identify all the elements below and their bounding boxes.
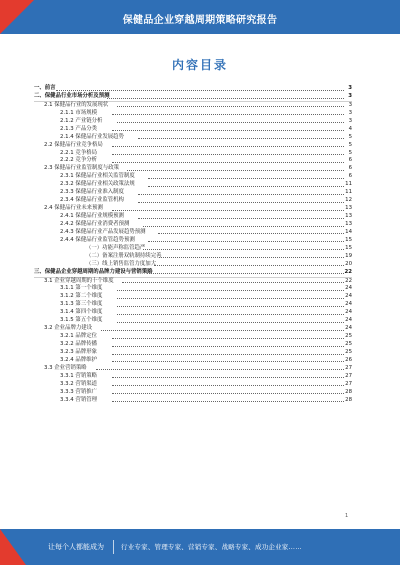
toc-entry[interactable] [34,237,352,245]
toc-entry-text: 3.1.4 第四个维度 [60,309,103,316]
toc-entry-page: 13 [345,205,352,212]
toc-entry[interactable] [34,110,352,118]
toc-entry[interactable] [34,93,352,102]
toc-entry-page: 3 [348,85,352,91]
toc-entry[interactable] [34,389,352,397]
toc-leader-dots [112,377,344,378]
toc-entry[interactable] [34,189,352,197]
toc-leader-dots [148,186,344,187]
toc-entry[interactable] [34,142,352,150]
toc-entry-text: 3.3.1 营销策略 [60,372,97,379]
toc-leader-dots [112,210,344,211]
toc-entry-page: 5 [348,141,352,148]
toc-entry-page: 24 [345,293,352,300]
header-banner [0,0,400,34]
toc-entry-page: 14 [345,228,352,235]
toc-entry[interactable] [34,221,352,229]
toc-entry-page: 24 [345,309,352,316]
toc-entry-page: 27 [345,372,352,379]
toc-entry-page: 19 [345,252,352,259]
toc-entry-page: 24 [345,317,352,324]
toc-title: 内容目录 [171,58,228,72]
toc-leader-dots [112,162,344,163]
toc-entry-page: 24 [345,325,352,332]
toc-entry[interactable] [34,397,352,405]
toc-entry-text: 二、保健品行业市场分析及预测 [34,92,110,99]
toc-entry-page: 5 [348,149,352,156]
toc-entry[interactable] [34,126,352,134]
footer-red-accent [0,529,26,565]
toc-entry[interactable] [34,253,352,261]
toc-entry-page: 24 [345,285,352,292]
toc-leader-dots [112,146,344,147]
toc-leader-dots [112,346,344,347]
toc-leader-dots [56,90,344,91]
toc-leader-dots [112,361,344,362]
toc-entry-page: 6 [348,165,352,172]
toc-leader-dots [117,122,344,123]
toc-entry-page: 3 [348,117,352,124]
toc-entry-text: 2.1.3 产品分类 [60,125,97,132]
toc-entry-text: 3.1.1 第一个维度 [60,285,103,292]
toc-entry-page: 15 [345,244,352,251]
toc-leader-dots [117,314,344,315]
toc-entry[interactable] [34,269,352,278]
toc-leader-dots [158,233,344,234]
toc-entry-text: 2.3.3 保健品行业准入制度 [60,189,124,196]
toc-entry-page: 22 [344,268,352,275]
toc-leader-dots [138,218,344,219]
toc-entry-text: 3.3.2 营销渠道 [60,380,97,387]
toc-entry-text: 3.3 企业营销策略 [44,364,87,371]
toc-entry-page: 27 [345,380,352,387]
toc-entry-text: （一）功能声称监管趋严 [86,244,146,251]
toc-leader-dots [138,194,344,195]
toc-entry-page: 13 [345,220,352,227]
toc-entry-text: 2.4 保健品行业未来预测 [44,205,103,212]
toc-entry-text: 3.1.5 第五个维度 [60,317,103,324]
toc-leader-dots [143,226,344,227]
toc-leader-dots [138,202,344,203]
toc-entry[interactable] [34,381,352,389]
toc-entry-page: 6 [348,173,352,180]
toc-leader-dots [117,106,344,107]
toc-entry-page: 5 [348,133,352,140]
toc-entry-page: 24 [345,301,352,308]
toc-entry-page: 11 [345,189,352,196]
toc-leader-dots [112,130,344,131]
toc-entry[interactable] [34,197,352,205]
toc-entry[interactable] [34,349,352,357]
toc-entry-text: 三、保健品企业穿越周期的品牌力建设与营销策略 [34,268,153,275]
toc-entry[interactable] [34,229,352,237]
toc-leader-dots [112,401,344,402]
toc-entry[interactable] [34,325,352,333]
toc-entry-page: 20 [345,260,352,267]
toc-entry-page: 12 [345,197,352,204]
toc-entry-page: 3 [348,101,352,108]
toc-entry-page: 3 [348,92,352,99]
table-of-contents [34,85,352,405]
toc-entry-text: 2.4.1 保健品行业规模预测 [60,213,124,219]
toc-entry-text: 2.2.1 竞争格局 [60,149,97,156]
toc-leader-dots [112,393,344,394]
toc-entry-text: 2.3.1 保健品行业相关监管制度 [60,173,135,180]
toc-entry-text: 3.2.1 品牌定位 [60,333,97,340]
toc-entry-page: 4 [348,125,352,132]
toc-leader-dots [127,170,344,171]
toc-leader-dots [143,249,344,250]
toc-leader-dots [117,322,344,323]
footer-slogan-right: 行业专家、管理专家、营销专家、战略专家、成功企业家…… [121,543,302,551]
footer-slogan-left: 让每个人都能成为 [48,543,104,551]
toc-entry-page: 25 [345,348,352,355]
toc-entry[interactable] [34,134,352,142]
footer-banner [0,529,400,565]
toc-leader-dots [147,273,344,274]
toc-entry-text: 2.3.4 保健品行业监管机构 [60,197,124,204]
toc-entry[interactable] [34,245,352,253]
toc-leader-dots [101,330,344,331]
toc-entry-page: 25 [345,341,352,347]
toc-leader-dots [96,369,344,370]
toc-entry[interactable] [34,205,352,213]
toc-entry[interactable] [34,317,352,325]
toc-leader-dots [117,298,344,299]
page-number: 1 [345,513,349,519]
toc-entry-page: 15 [345,236,352,243]
toc-entry-text: 2.4.2 保健品行业消费者预测 [60,220,130,227]
toc-entry-page: 3 [348,109,352,116]
toc-leader-dots [138,138,344,139]
toc-leader-dots [117,306,344,307]
toc-entry-page: 6 [348,157,352,164]
toc-entry[interactable] [34,365,352,373]
toc-entry[interactable] [34,85,352,93]
toc-entry-page: 26 [345,356,352,363]
toc-entry-text: 2.3 保健品行业监管制度与政策 [44,165,119,172]
toc-entry-text: 3.1 企业穿越周期的十个维度 [44,277,114,284]
toc-entry[interactable] [34,373,352,381]
toc-entry[interactable] [34,181,352,189]
toc-entry-text: 3.1.3 第三个维度 [60,301,103,308]
toc-entry-text: （三）线上销售监管力度加大 [86,260,157,267]
toc-entry-page: 25 [345,333,352,340]
toc-entry-text: 2.1.1 市场规模 [60,109,97,116]
footer-divider [113,540,114,554]
toc-entry[interactable] [34,213,352,221]
toc-entry-text: 2.4.4 保健品行业监管趋势预测 [60,236,135,243]
toc-entry-text: 2.1 保健品行业的发展现状 [44,101,109,108]
toc-entry-page: 28 [345,388,352,395]
toc-leader-dots [117,290,344,291]
toc-entry-text: 2.2 保健品行业竞争格局 [44,141,103,148]
toc-leader-dots [122,282,344,283]
toc-entry[interactable] [34,118,352,126]
toc-leader-dots [107,98,344,99]
report-title: 保健品企业穿越周期策略研究报告 [122,15,278,26]
toc-entry-text: 一、前言 [34,85,56,91]
toc-leader-dots [148,241,344,242]
toc-entry-page: 22 [345,277,352,284]
toc-entry[interactable] [34,341,352,349]
toc-entry[interactable] [34,309,352,317]
toc-leader-dots [148,178,344,179]
toc-leader-dots [112,385,344,386]
toc-leader-dots [112,338,344,339]
toc-entry-page: 13 [345,213,352,219]
toc-leader-dots [112,154,344,155]
toc-entry-text: 2.3.2 保健品行业相关政策法规 [60,181,135,188]
toc-entry[interactable] [34,333,352,341]
toc-entry-text: 3.3.4 营销管理 [60,396,97,403]
toc-leader-dots [112,114,344,115]
toc-entry-text: 2.4.3 保健品行业产品发展趋势预测 [60,228,146,235]
toc-entry-text: 3.3.3 营销推广 [60,388,97,395]
toc-entry-text: 3.2.3 品牌形象 [60,348,97,355]
toc-entry-text: （二）备案注册双轨制持续完善 [86,252,162,259]
toc-entry-text: 3.2.4 品牌维护 [60,356,97,363]
toc-entry-text: 3.2 企业品牌力建设 [44,325,93,332]
toc-entry[interactable] [34,261,352,269]
toc-entry-page: 11 [345,181,352,188]
toc-entry[interactable] [34,102,352,110]
toc-entry-page: 27 [345,364,352,371]
toc-leader-dots [159,257,344,258]
toc-leader-dots [154,265,344,266]
toc-leader-dots [112,354,344,355]
toc-entry-text: 3.2.2 品牌传播 [60,341,97,347]
toc-entry[interactable] [34,357,352,365]
toc-entry-page: 28 [345,396,352,403]
toc-entry-text: 3.1.2 第二个维度 [60,293,103,300]
toc-entry-text: 2.2.2 竞争分析 [60,157,97,164]
toc-entry-text: 2.1.4 保健品行业发展趋势 [60,133,124,140]
toc-entry-text: 2.1.2 产业链分析 [60,117,103,124]
